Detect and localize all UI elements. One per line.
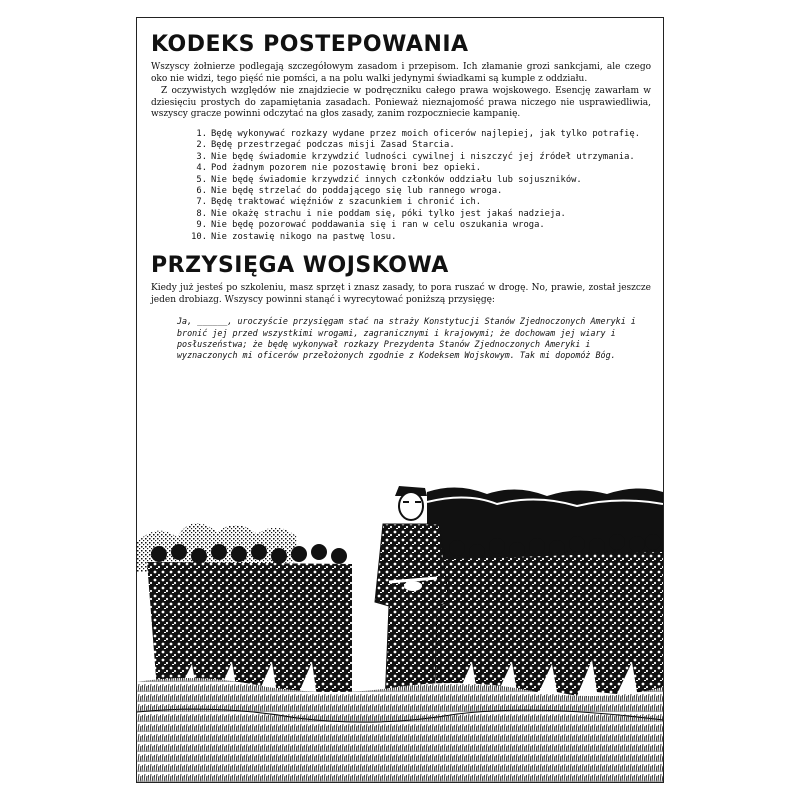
rule-item: 4. Pod żadnym pozorem nie pozostawię broni bez opieki. <box>196 163 482 174</box>
rule-item: 9. Nie będę pozorować poddawania się i ran w celu oszukania wroga. <box>196 220 545 231</box>
oath-intro-paragraph: Kiedy już jesteś po szkoleniu, masz sprzęt i znasz zasady, to pora ruszać w drogę. No, prawie, został jeszcze jeden drobiazg. Wszyscy powinni stanąć i wyrecytować poniższą przysięgę: <box>151 283 651 305</box>
rules-list <box>151 129 651 243</box>
rule-item: 10. Nie zostawię nikogo na pastwę losu. <box>191 231 397 242</box>
oath-title: PRZYSIĘGA WOJSKOWA <box>151 253 449 279</box>
rule-item: 7. Będę traktować więźniów z szacunkiem i chronić ich. <box>196 197 482 208</box>
oath-text: Ja, ______, uroczyście przysięgam stać na straży Konstytucji Stanów Zjednoczonych Ameryki i bronić jej przed wszystkimi wrogami, zagranicznymi i krajowymi; że dochowam jej wiary i posłuszeństwa; że będę wykonywał rozkazy Prezydenta Stanów Zjednoczonych Ameryki i wyznaczonych mi oficerów przełożonych zgodnie z Kodeksem Wojskowym. Tak mi dopomóż Bóg. <box>177 316 636 361</box>
rule-item: 5. Nie będę świadomie krzywdzić innych członków oddziału lub sojuszników. <box>196 174 582 185</box>
page-content <box>151 32 651 362</box>
code-of-conduct-title: KODEKS POSTEPOWANIA <box>151 32 469 57</box>
rule-item: 6. Nie będę strzelać do poddającego się lub rannego wroga. <box>196 186 503 196</box>
rule-item: 2. Będę przestrzegać podczas misji Zasad Starcia. <box>196 140 455 151</box>
rule-item: 8. Nie okażę strachu i nie poddam się, póki tylko jest jakaś nadzieja. <box>196 208 566 219</box>
soldiers-illustration <box>137 482 663 782</box>
intro-paragraph: Wszyscy żołnierze podlegają szczegółowym zasadom i przepisom. Ich złamanie grozi sankcjami, ale czego oko nie widzi, tego pięść nie pomści, a na polu walki jedynymi świadkami są kumple z oddziału. <box>151 62 651 84</box>
rule-item: 1. Będę wykonywać rozkazy wydane przez moich oficerów najlepiej, jak tylko potrafię. <box>196 128 640 139</box>
explanation-paragraph: Z oczywistych względów nie znajdziecie w podręczniku całego prawa wojskowego. Esencję zawarłam w dziesięciu prostych do zapamiętania zasadach. Ponieważ nieznajomość prawa niczego nie usprawiedliwia, wszyscy gracze powinni odczytać na głos zasady, zanim rozpoczniecie kampanię. <box>151 86 651 120</box>
grass-ground <box>137 678 663 782</box>
document-page <box>136 17 664 783</box>
rule-item: 3. Nie będę świadomie krzywdzić ludności cywilnej i niszczyć jej źródeł utrzymania. <box>196 151 635 162</box>
